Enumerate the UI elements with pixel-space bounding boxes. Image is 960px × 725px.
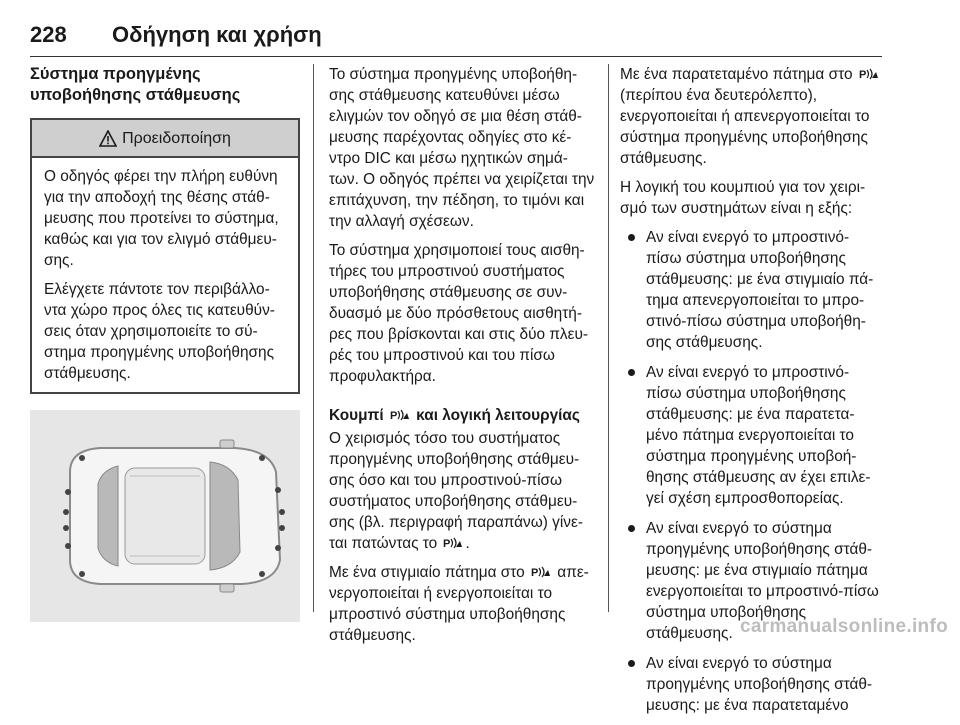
paragraph: Ο χειρισμός τόσο του συστήματος προηγμένης υποβοήθησης στάθμευ-σης όσο και του μπροστινού-πίσω συστήματος υποβοήθησης στάθμευ-σης (βλ. περιγραφή παραπάνω) γίνε-ται πατώντας το P . [329,430,583,552]
warning-body [32,158,298,392]
parking-assist-button-icon [390,408,410,422]
car-sensor-illustration [30,410,300,622]
svg-text:P: P [858,69,867,81]
svg-text:P: P [389,410,398,422]
warning-paragraph: Ελέγχετε πάντοτε τον περιβάλλο-ντα χώρο προς όλες τις κατευθύν-σεις όταν χρησιμοποιείτε το σύ-στημα προηγμένης υποβοήθησης στάθμευσης. [44,281,275,382]
list-item: Αν είναι ενεργό το μπροστινό-πίσω σύστημα υποβοήθησης στάθμευσης: με ένα στιγμιαίο πά-τημα απενεργοποιείται το μπρο-στινό-πίσω σύστημα υποβοήθη-σης στάθμευσης. [620,227,882,353]
column-2 [329,64,597,654]
column-divider [313,64,314,612]
list-item: Αν είναι ενεργό το σύστημα προηγμένης υποβοήθησης στάθ-μευσης: με ένα στιγμιαίο πάτημα ενεργοποιείται το μπροστινό-πίσω σύστημα υποβοήθησης στάθμευσης. [620,518,882,644]
warning-title: Προειδοποίηση [122,129,231,147]
running-title: Οδήγηση και χρήση [112,22,322,47]
paragraph: Η λογική του κουμπιού για τον χειρι-σμό των συστημάτων είναι η εξής: [620,179,866,217]
page-number: 228 [30,22,67,47]
bullet-list [620,227,882,716]
svg-text:P: P [443,538,451,550]
bullet-icon [628,369,635,376]
parking-assist-button-icon [531,565,551,579]
warning-box [30,118,300,394]
warning-header [32,120,298,158]
paragraph: Με ένα παρατεταμένο πάτημα στο P (περίπου ένα δευτερόλεπτο), ενεργοποιείται ή απενεργοποιείται το σύστημα προηγμένης υποβοήθησης στάθμευσης. [620,64,882,169]
warning-paragraph: Ο οδηγός φέρει την πλήρη ευθύνη για την αποδοχή της θέσης στάθ-μευσης που προτείνει το σύστημα, καθώς και για τον ελιγμό στάθμευ-σης. [44,168,279,269]
paragraph: Το σύστημα χρησιμοποιεί τους αισθη-τήρες του μπροστινού συστήματος υποβοήθησης στάθμευσης σε συν-δυασμό με δύο πρόσθετους αισθητή-ρες που βρίσκονται και στις δύο πλευ-ρές του μπροστινού και του πίσω προφυλακτήρα. [329,242,589,385]
watermark: carmanualsonline.info [740,616,948,637]
list-item: Αν είναι ενεργό το μπροστινό-πίσω σύστημα υποβοήθησης στάθμευσης: με ένα παρατετα-μένο πάτημα ενεργοποιείται το σύστημα προηγμένης υποβοή-θησης στάθμευσης αν έχει επιλε-γεί σχέση εμπροσθοπορείας. [620,362,882,509]
warning-icon [99,130,117,147]
car-top-view-illustration [30,410,300,622]
page-header [30,22,882,57]
column-1 [30,64,300,622]
paragraph: Με ένα στιγμιαίο πάτημα στο P απε-νεργοποιείται ή ενεργοποιείται το μπροστινό σύστημα υποβοήθησης στάθμευσης. [329,564,589,644]
section-title: Σύστημα προηγμένης υποβοήθησης στάθμευσης [30,65,241,104]
bullet-icon [628,234,635,241]
parking-assist-button-icon [859,67,879,81]
list-item: Αν είναι ενεργό το σύστημα προηγμένης υποβοήθησης στάθ-μευσης: με ένα παρατεταμένο [620,653,882,716]
svg-text:P: P [531,567,539,579]
paragraph: Το σύστημα προηγμένης υποβοήθη-σης στάθμευσης κατευθύνει μέσω ελιγμών τον οδηγό σε μια θέση στάθ-μευσης παρέχοντας οδηγίες στο κέ-ντρο DIC και μέσω ηχητικών σημά-των. Ο οδηγός πρέπει να χειρίζεται την επιτάχυνση, την πέδηση, το τιμόνι και την αλλαγή σχέσεων. [329,66,595,230]
parking-assist-button-icon [443,536,463,550]
bullet-icon [628,525,635,532]
column-divider [608,64,609,612]
subheading: Κουμπί P και λογική λειτουργίας [329,407,580,424]
bullet-icon [628,660,635,667]
